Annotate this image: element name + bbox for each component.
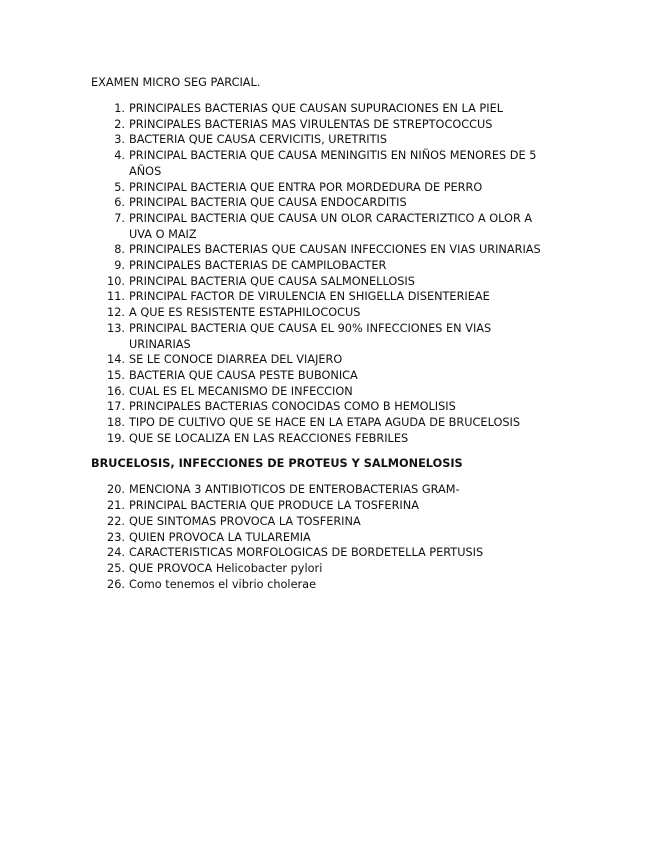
question-number: 16. (107, 384, 125, 398)
question-item (91, 530, 571, 546)
question-item (91, 368, 571, 384)
question-number: 22. (107, 514, 125, 528)
question-item (91, 289, 571, 305)
question-text: PRINCIPAL BACTERIA QUE CAUSA MENINGITIS EN NIÑOS MENORES DE 5 AÑOS (129, 149, 537, 178)
question-text: PRINCIPALES BACTERIAS MAS VIRULENTAS DE STREPTOCOCCUS (129, 117, 493, 131)
question-text: PRINCIPAL BACTERIA QUE PRODUCE LA TOSFERINA (129, 499, 419, 513)
question-text: PRINCIPAL BACTERIA QUE CAUSA ENDOCARDITIS (129, 196, 407, 210)
question-text: A QUE ES RESISTENTE ESTAPHILOCOCUS (129, 306, 361, 320)
question-text: PRINCIPAL BACTERIA QUE CAUSA UN OLOR CARACTERIZTICO A OLOR A UVA O MAIZ (129, 211, 533, 241)
question-text: MENCIONA 3 ANTIBIOTICOS DE ENTEROBACTERIAS GRAM- (129, 483, 460, 497)
question-item (91, 258, 571, 274)
question-text: PRINCIPAL BACTERIA QUE CAUSA EL 90% INFECCIONES EN VIAS URINARIAS (129, 321, 492, 351)
question-text: QUIEN PROVOCA LA TULAREMIA (129, 530, 311, 544)
question-item (91, 352, 571, 368)
question-item (91, 561, 571, 577)
question-item (91, 514, 571, 530)
question-text: PRINCIPALES BACTERIAS DE CAMPILOBACTER (129, 259, 387, 273)
document-page (91, 75, 571, 592)
question-item (91, 180, 571, 196)
document-title: EXAMEN MICRO SEG PARCIAL. (91, 76, 261, 89)
question-number: 25. (107, 561, 125, 575)
question-item (91, 498, 571, 514)
question-text: TIPO DE CULTIVO QUE SE HACE EN LA ETAPA AGUDA DE BRUCELOSIS (129, 416, 521, 430)
question-number: 9. (114, 259, 125, 273)
question-number: 12. (107, 306, 125, 320)
question-text: QUE SE LOCALIZA EN LAS REACCIONES FEBRILES (129, 431, 409, 445)
question-number: 3. (114, 133, 125, 147)
question-number: 15. (107, 368, 125, 382)
question-number: 18. (107, 416, 125, 430)
question-item (91, 211, 571, 242)
question-number: 13. (107, 321, 125, 335)
question-item (91, 431, 571, 447)
question-text: SE LE CONOCE DIARREA DEL VIAJERO (129, 353, 343, 367)
question-text: PRINCIPAL BACTERIA QUE CAUSA SALMONELLOSIS (129, 274, 415, 288)
question-number: 17. (107, 400, 125, 414)
question-number: 5. (114, 180, 125, 194)
question-text: PRINCIPAL FACTOR DE VIRULENCIA EN SHIGELLA DISENTERIEAE (129, 290, 490, 304)
question-text: CARACTERISTICAS MORFOLOGICAS DE BORDETELLA PERTUSIS (129, 546, 484, 560)
question-item (91, 148, 571, 179)
question-item (91, 305, 571, 321)
question-number: 19. (107, 431, 125, 445)
question-list-2 (91, 482, 571, 592)
question-number: 21. (107, 499, 125, 513)
question-item (91, 545, 571, 561)
question-item (91, 101, 571, 117)
question-number: 14. (107, 353, 125, 367)
question-item (91, 117, 571, 133)
question-number: 11. (107, 290, 125, 304)
question-item (91, 274, 571, 290)
question-item (91, 577, 571, 593)
question-item (91, 399, 571, 415)
question-number: 2. (114, 117, 125, 131)
question-list-1 (91, 101, 571, 446)
question-text: QUE PROVOCA Helicobacter pylori (129, 561, 323, 575)
question-item (91, 415, 571, 431)
question-number: 10. (107, 274, 125, 288)
section-heading: BRUCELOSIS, INFECCIONES DE PROTEUS Y SALMONELOSIS (91, 457, 463, 471)
question-text: QUE SINTOMAS PROVOCA LA TOSFERINA (129, 514, 361, 528)
question-item (91, 242, 571, 258)
question-number: 7. (114, 211, 125, 225)
question-text: CUAL ES EL MECANISMO DE INFECCION (129, 384, 353, 398)
question-item (91, 132, 571, 148)
question-number: 23. (107, 530, 125, 544)
question-text: PRINCIPALES BACTERIAS CONOCIDAS COMO B HEMOLISIS (129, 400, 456, 414)
question-text: PRINCIPALES BACTERIAS QUE CAUSAN INFECCIONES EN VIAS URINARIAS (129, 243, 541, 257)
question-item (91, 482, 571, 498)
question-item (91, 195, 571, 211)
question-item (91, 321, 571, 352)
question-number: 1. (114, 102, 125, 115)
question-number: 20. (107, 483, 125, 497)
question-number: 26. (107, 577, 125, 591)
question-number: 8. (114, 243, 125, 257)
question-text: BACTERIA QUE CAUSA CERVICITIS, URETRITIS (129, 133, 388, 147)
question-text: PRINCIPAL BACTERIA QUE ENTRA POR MORDEDURA DE PERRO (129, 180, 483, 194)
question-number: 6. (114, 196, 125, 210)
question-number: 24. (107, 546, 125, 560)
question-number: 4. (114, 149, 125, 163)
question-item (91, 384, 571, 400)
question-text: Como tenemos el vibrio cholerae (129, 577, 317, 591)
question-text: BACTERIA QUE CAUSA PESTE BUBONICA (129, 368, 358, 382)
question-text: PRINCIPALES BACTERIAS QUE CAUSAN SUPURACIONES EN LA PIEL (129, 102, 504, 115)
